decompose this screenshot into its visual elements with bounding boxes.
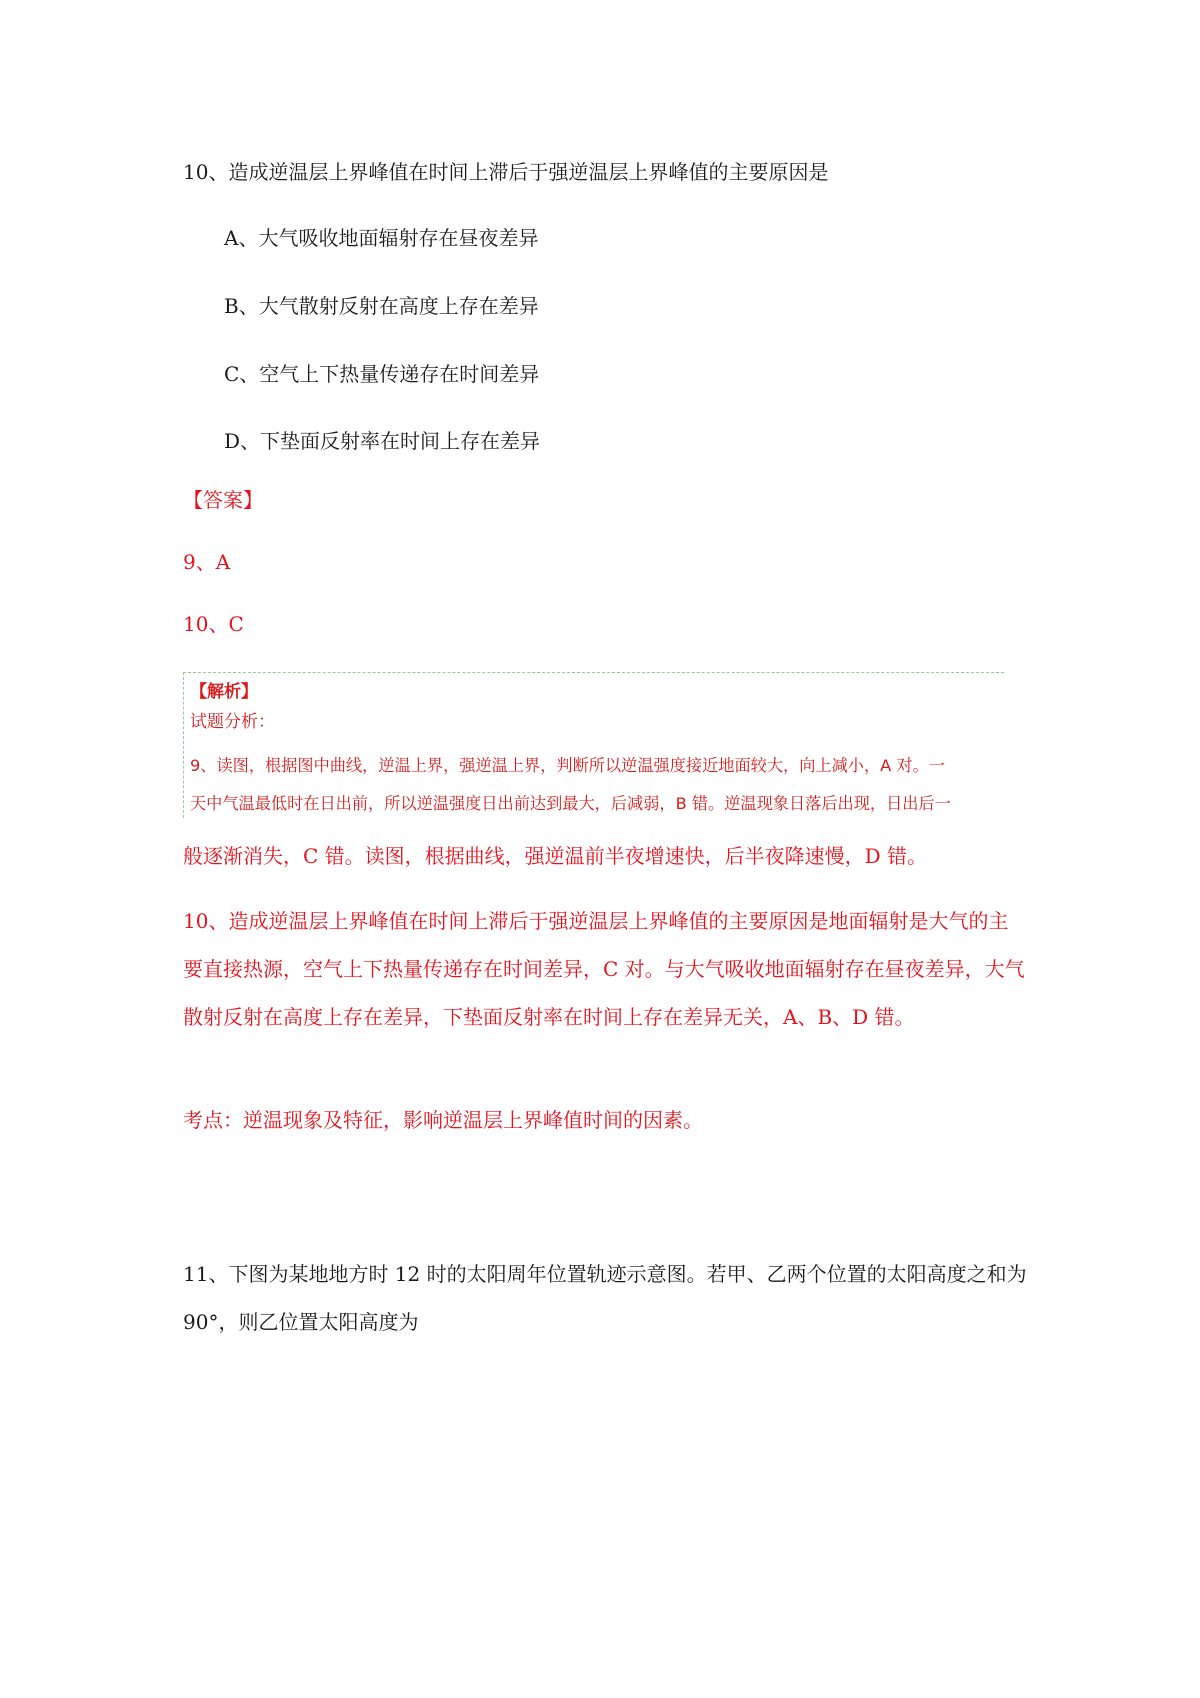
kaodian: 考点：逆温现象及特征，影响逆温层上界峰值时间的因素。: [183, 1108, 703, 1132]
option-d: D、下垫面反射率在时间上存在差异: [224, 429, 541, 453]
option-c: C、空气上下热量传递存在时间差异: [224, 362, 540, 386]
question-10-stem: 10、造成逆温层上界峰值在时间上滞后于强逆温层上界峰值的主要原因是: [183, 160, 829, 184]
analysis-q10: 10、造成逆温层上界峰值在时间上滞后于强逆温层上界峰值的主要原因是地面辐射是大气的主要直接热源，空气上下热量传递存在时间差异，C 对。与大气吸收地面辐射存在昼夜差异，大气散射反射在高度上存在差异，下垫面反射率在时间上存在差异无关，A、B、D 错。: [183, 909, 1025, 1029]
option-b: B、大气散射反射在高度上存在差异: [224, 294, 539, 318]
question-11-stem: 11、下图为某地地方时 12 时的太阳周年位置轨迹示意图。若甲、乙两个位置的太阳高度之和为 90°，则乙位置太阳高度为: [183, 1262, 1027, 1334]
answer-10: 10、C: [183, 612, 244, 636]
analysis-line-2: 天中气温最低时在日出前，所以逆温强度日出前达到最大，后减弱，B 错。逆温现象日落后出现，日出后一: [190, 794, 951, 813]
analysis-heading: 【解析】: [190, 682, 258, 702]
answer-heading: 【答案】: [183, 488, 263, 512]
option-a: A、大气吸收地面辐射存在昼夜差异: [224, 226, 539, 250]
analysis-continued: 般逐渐消失，C 错。读图，根据曲线，强逆温前半夜增速快，后半夜降速慢，D 错。: [183, 844, 928, 868]
analysis-subheading: 试题分析：: [190, 712, 275, 732]
analysis-image: [183, 672, 1004, 818]
analysis-line-1: 9、读图，根据图中曲线，逆温上界，强逆温上界，判断所以逆温强度接近地面较大，向上减小，A 对。一: [190, 756, 945, 775]
answer-9: 9、A: [183, 550, 231, 574]
